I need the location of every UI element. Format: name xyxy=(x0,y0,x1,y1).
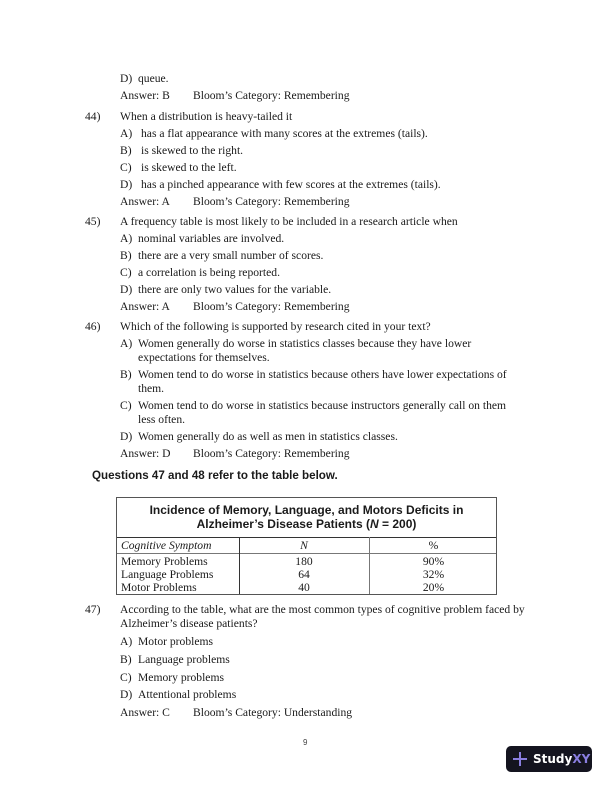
title-n: N xyxy=(370,517,379,531)
question-number: 44) xyxy=(85,110,101,123)
data-table xyxy=(116,497,497,595)
option-label: B) xyxy=(120,653,132,666)
option-label: D) xyxy=(120,430,133,443)
table-title xyxy=(117,503,496,531)
option-label: D) xyxy=(120,178,133,191)
question-text: According to the table, what are the most common types of cognitive problem faced by xyxy=(120,603,525,616)
option-d xyxy=(120,430,398,444)
studyxy-badge[interactable] xyxy=(506,746,592,772)
option-text: there are only two values for the variable. xyxy=(138,283,332,296)
option-label: D) xyxy=(120,72,133,85)
option-text: nominal variables are involved. xyxy=(138,232,285,245)
option-b xyxy=(120,653,230,667)
option-c xyxy=(120,266,280,280)
table-divider xyxy=(117,537,496,538)
answer-key: Answer: B xyxy=(120,89,170,102)
question-number: 46) xyxy=(85,320,101,333)
q43-option-d xyxy=(120,72,169,86)
table-title-line2 xyxy=(117,517,496,531)
option-label: C) xyxy=(120,399,132,412)
title-text: = 200) xyxy=(378,517,417,531)
option-text: a correlation is being reported. xyxy=(138,266,280,279)
option-label: B) xyxy=(120,249,132,262)
table-cell: Memory Problems xyxy=(121,555,208,568)
header-n: N xyxy=(300,539,308,552)
question-number: 47) xyxy=(85,603,101,616)
answer-line xyxy=(120,195,350,209)
bloom-category: Bloom’s Category: Remembering xyxy=(193,195,350,208)
answer-key: Answer: A xyxy=(120,300,170,313)
option-c xyxy=(120,671,224,685)
option-text: queue. xyxy=(138,72,169,85)
bloom-category: Bloom’s Category: Remembering xyxy=(193,89,350,102)
table-cell: 90% xyxy=(422,555,445,568)
page-number: 9 xyxy=(303,738,308,747)
question-text: When a distribution is heavy-tailed it xyxy=(120,110,293,123)
option-label: A) xyxy=(120,232,133,245)
answer-line xyxy=(120,706,352,720)
bloom-category: Bloom’s Category: Remembering xyxy=(193,300,350,313)
option-label: C) xyxy=(120,266,132,279)
section-heading: Questions 47 and 48 refer to the table below. xyxy=(92,469,338,482)
q43-answer xyxy=(120,89,350,103)
brand-accent: XY xyxy=(572,752,591,766)
option-label: D) xyxy=(120,283,133,296)
question-text-continued: Alzheimer’s disease patients? xyxy=(120,617,258,630)
option-text: has a pinched appearance with few scores at the extremes (tails). xyxy=(141,178,441,191)
plus-icon xyxy=(513,752,527,766)
question-number: 45) xyxy=(85,215,101,228)
option-text: Attentional problems xyxy=(138,688,237,701)
title-text: Alzheimer’s Disease Patients ( xyxy=(196,517,371,531)
question-text: Which of the following is supported by research cited in your text? xyxy=(120,320,431,333)
option-d xyxy=(120,178,441,192)
table-divider xyxy=(117,553,496,554)
table-cell: Language Problems xyxy=(121,568,214,581)
option-text: Women generally do as well as men in statistics classes. xyxy=(138,430,398,443)
option-c xyxy=(120,399,506,413)
table-cell: Motor Problems xyxy=(121,581,197,594)
table-cell: 20% xyxy=(422,581,445,594)
option-a xyxy=(120,232,284,246)
table-cell: 64 xyxy=(298,568,310,581)
option-text: Memory problems xyxy=(138,671,224,684)
answer-line xyxy=(120,300,350,314)
option-text: Women tend to do worse in statistics because instructors generally call on them xyxy=(138,399,507,412)
option-label: B) xyxy=(120,368,132,381)
option-c xyxy=(120,161,237,175)
table-cell: 180 xyxy=(295,555,313,568)
option-text: Language problems xyxy=(138,653,230,666)
option-label: B) xyxy=(120,144,132,157)
option-text: has a flat appearance with many scores at the extremes (tails). xyxy=(141,127,428,140)
option-b xyxy=(120,249,323,263)
bloom-category: Bloom’s Category: Remembering xyxy=(193,447,350,460)
brand-name xyxy=(533,752,590,766)
option-c-continued: less often. xyxy=(138,413,186,426)
option-text: there are a very small number of scores. xyxy=(138,249,324,262)
answer-key: Answer: D xyxy=(120,447,171,460)
option-text: is skewed to the right. xyxy=(141,144,244,157)
table-cell: 32% xyxy=(422,568,445,581)
option-text: Women tend to do worse in statistics because others have lower expectations of xyxy=(138,368,507,381)
option-d xyxy=(120,688,236,702)
option-label: A) xyxy=(120,635,133,648)
option-a xyxy=(120,337,471,351)
header-percent: % xyxy=(428,539,439,552)
option-d xyxy=(120,283,331,297)
table-cell: 40 xyxy=(298,581,310,594)
bloom-category: Bloom’s Category: Understanding xyxy=(193,706,353,719)
option-label: C) xyxy=(120,671,132,684)
question-text: A frequency table is most likely to be included in a research article when xyxy=(120,215,458,228)
answer-key: Answer: A xyxy=(120,195,170,208)
option-text: Women generally do worse in statistics classes because they have lower xyxy=(138,337,472,350)
option-b-continued: them. xyxy=(138,382,165,395)
answer-key: Answer: C xyxy=(120,706,170,719)
option-label: A) xyxy=(120,337,133,350)
option-label: C) xyxy=(120,161,132,174)
option-a xyxy=(120,635,213,649)
option-text: Motor problems xyxy=(138,635,214,648)
table-title-line1: Incidence of Memory, Language, and Motors Deficits in xyxy=(149,503,464,517)
option-text: is skewed to the left. xyxy=(141,161,237,174)
option-b xyxy=(120,368,507,382)
header-cognitive-symptom: Cognitive Symptom xyxy=(121,539,212,552)
option-a-continued: expectations for themselves. xyxy=(138,351,270,364)
brand-main: Study xyxy=(533,752,573,766)
option-label: D) xyxy=(120,688,133,701)
answer-line xyxy=(120,447,350,461)
option-a xyxy=(120,127,428,141)
option-label: A) xyxy=(120,127,133,140)
option-b xyxy=(120,144,243,158)
